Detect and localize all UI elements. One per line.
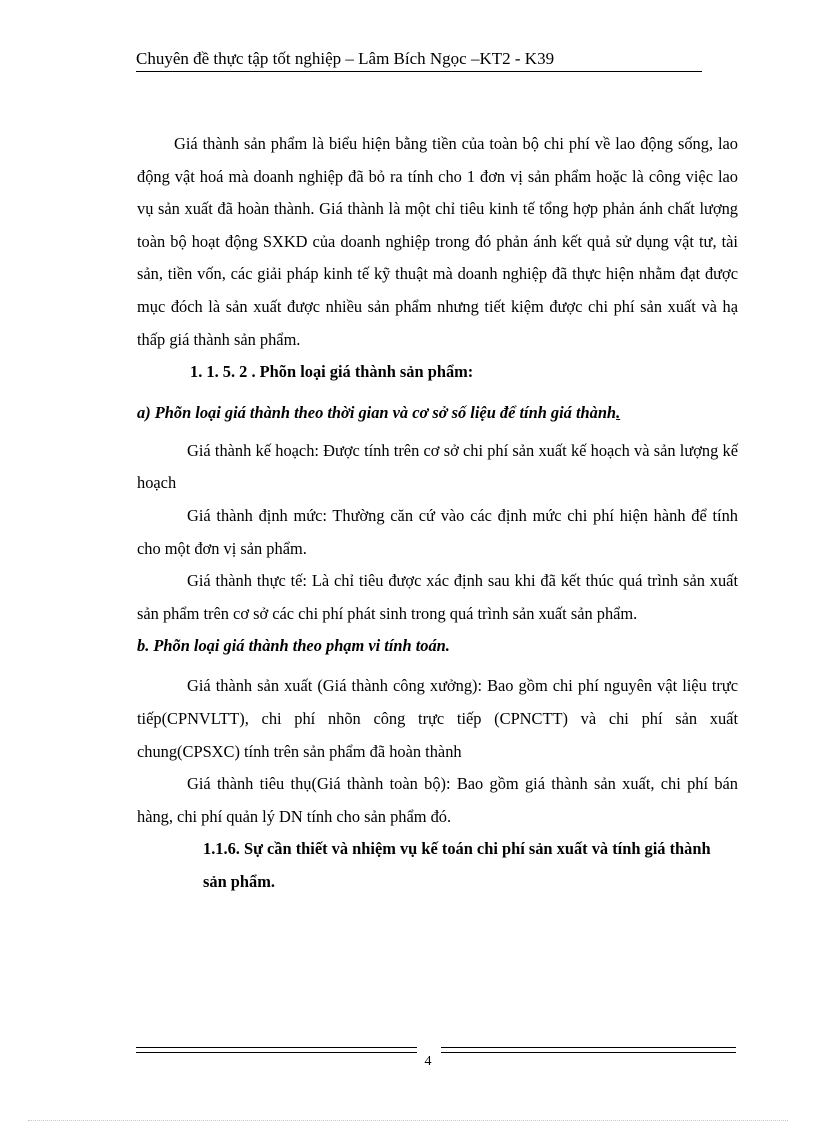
intro-paragraph: Giá thành sản phẩm là biểu hiện bằng tiền của toàn bộ chi phí về lao động sống, lao động vật hoá mà doanh nghiệp đã bỏ ra tính cho 1 đơn vị sản phẩm hoặc là công việc lao vụ sản xuất đã hoàn thành. Giá thành là một chỉ tiêu kinh tế tổng hợp phản ánh chất lượng toàn bộ hoạt động SXKD của doanh nghiệp trong đó phản ánh kết quả sử dụng vật tư, tài sản, tiền vốn, các giải pháp kinh tế kỹ thuật mà doanh nghiệp đã thực hiện nhằm đạt được mục đóch là sản xuất được nhiều sản phẩm nhưng tiết kiệm được chi phí sản xuất và hạ thấp giá thành sản phẩm. (137, 134, 738, 349)
paragraph-tieu-thu: Giá thành tiêu thụ(Giá thành toàn bộ): Bao gồm giá thành sản xuất, chi phí bán hàng, chi phí quản lý DN tính cho sản phẩm đó. (137, 774, 738, 826)
page-bottom-edge (28, 1120, 788, 1121)
subheading-b: b. Phõn loại giá thành theo phạm vi tính toán. (137, 636, 450, 656)
paragraph-dinh-muc: Giá thành định mức: Thường căn cứ vào các định mức chi phí hiện hành để tính cho một đơn vị sản phẩm. (137, 505, 738, 558)
page-header: Chuyên đề thực tập tốt nghiệp – Lâm Bích Ngọc –KT2 - K39 (136, 48, 702, 72)
document-body (137, 128, 738, 898)
section-heading-1-1-6: 1.1.6. Sự cần thiết và nhiệm vụ kế toán chi phí sản xuất và tính giá thành sản phẩm. (203, 839, 711, 891)
subheading-a-text: a) Phõn loại giá thành theo thời gian và cơ sở số liệu để tính giá thành (137, 402, 617, 422)
page-number: 4 (424, 1054, 432, 1069)
subheading-a-period: . (616, 402, 621, 422)
paragraph-ke-hoach: Giá thành kế hoạch: Được tính trên cơ sở chi phí sản xuất kế hoạch và sản lượng kế hoạch (137, 440, 738, 493)
paragraph-san-xuat: Giá thành sản xuất (Giá thành công xưởng): Bao gồm chi phí nguyên vật liệu trực tiếp(CPNVLTT), chi phí nhõn công trực tiếp (CPNCTT) và chi phí sản xuất chung(CPSXC) tính trên sản phẩm đã hoàn thành (137, 676, 738, 761)
section-heading-1-1-5-2: 1. 1. 5. 2 . Phõn loại giá thành sản phẩm: (190, 362, 474, 382)
footer-rule-left (136, 1047, 417, 1053)
subheading-a (137, 397, 738, 429)
footer-rule-right (441, 1047, 736, 1053)
paragraph-thuc-te: Giá thành thực tế: Là chỉ tiêu được xác định sau khi đã kết thúc quá trình sản xuất sản phẩm trên cơ sở các chi phí phát sinh trong quá trình sản xuất sản phẩm. (137, 571, 738, 623)
